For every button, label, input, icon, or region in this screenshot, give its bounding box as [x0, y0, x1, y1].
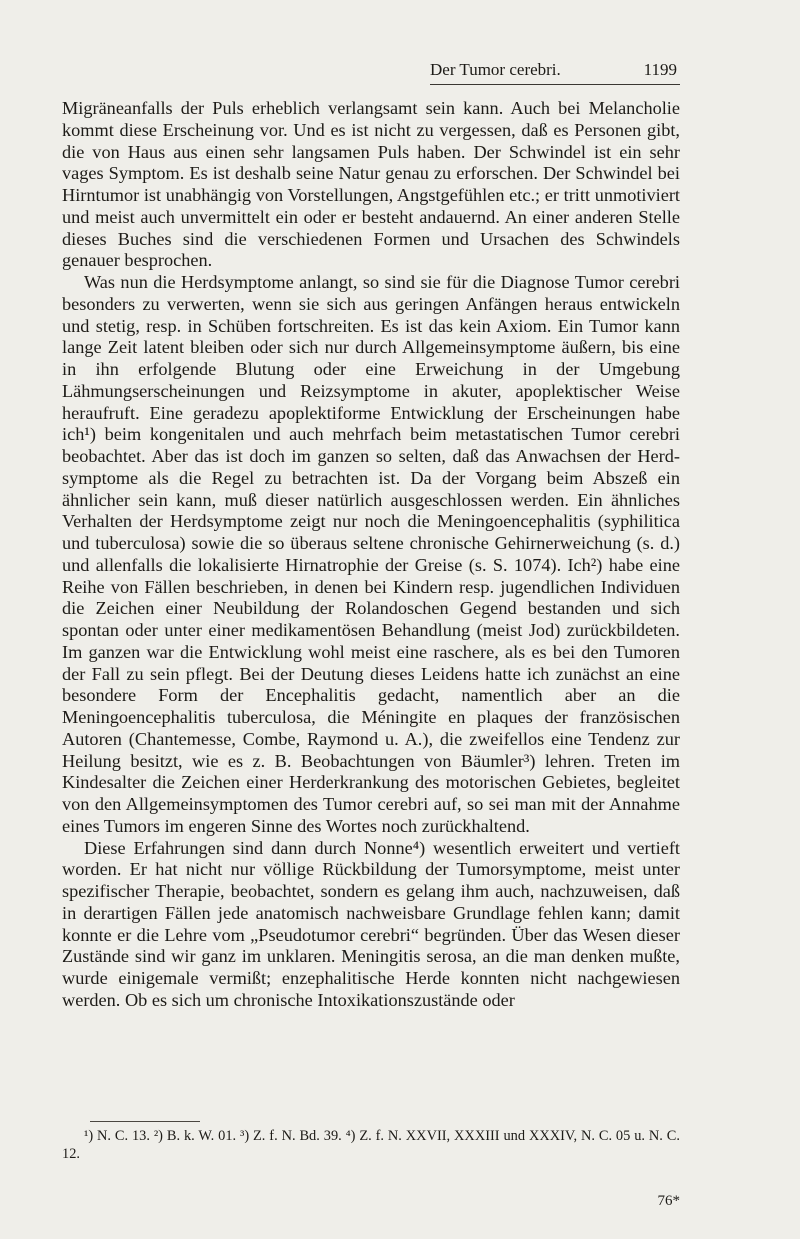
running-title: Der Tumor cerebri. [430, 60, 561, 79]
footnote-rule [90, 1121, 200, 1122]
paragraph-3: Diese Erfahrungen sind dann durch Nonne⁴) wesentlich erweitert und vertieft worden. Er hat nicht nur völlige Rückbildung der Tumorsymptome, meist unter spezifischer Therapie, beobachtet, sondern es gelang ihm auch, nachzuweisen, daß in derartigen Fällen jede anatomisch nachweisbare Grundlage fehlen kann; damit konnte er die Lehre vom „Pseudotumor cerebri“ begründen. Über das Wesen dieser Zustände sind wir ganz im unklaren. Meningitis serosa, an die man denken mußte, wurde einigemale vermißt; enzephalitische Herde konnten nicht nachgewiesen werden. Ob es sich um chronische Intoxikationszustände oder [62, 837, 680, 1010]
page-header [0, 54, 800, 88]
body-text [62, 98, 680, 1012]
page-number: 1199 [643, 60, 677, 79]
paragraph-1: Migräneanfalls der Puls erheblich verlangsamt sein kann. Auch bei Melancholie kommt diese Erscheinung vor. Und es ist nicht zu vergessen, daß es Personen gibt, die von Haus aus einen sehr langsamen Puls haben. Der Schwindel ist ein sehr vages Symptom. Es ist deshalb seine Natur genau zu erforschen. Der Schwindel bei Hirntumor ist unabhängig von Vorstellungen, Angstgefühlen etc.; er tritt unmotiviert und meist auch unvermittelt ein oder er besteht andauernd. An einer anderen Stelle dieses Buches sind die verschiedenen Formen und Ursachen des Schwindels genauer besprochen. [62, 98, 680, 271]
paragraph-2: Was nun die Herdsymptome anlangt, so sind sie für die Diagnose Tumor cerebri besonders zu verwerten, wenn sie sich aus geringen Anfängen heraus entwickeln und stetig, resp. in Schüben fortschreiten. Es ist das kein Axiom. Ein Tumor kann lange Zeit latent bleiben oder sich nur durch Allgemeinsymptome äußern, bis eine in ihn erfolgende Blutung oder eine Erweichung in der Umgebung Lähmungserscheinungen und Reizsymptome in akuter, apoplektischer Weise heraufruft. Eine geradezu apoplektiforme Entwicklung der Erscheinungen habe ich¹) beim kongenitalen und auch mehrfach beim metastatischen Tumor cerebri beobachtet. Aber das ist doch im ganzen so selten, daß das Anwachsen der Herdsymptome als die Regel zu betrachten ist. Da der Vorgang beim Abszeß ein ähnlicher sein kann, muß dieser natürlich ausgeschlossen werden. Ein ähnliches Verhalten der Herdsymptome zeigt nur noch die Meningoencephalitis (syphilitica und tuberculosa) sowie die so überaus seltene chronische Gehirnerweichung (s. d.) und allenfalls die lokalisierte Hirnatrophie der Greise (s. S. 1074). Ich²) habe eine Reihe von Fällen beschrieben, in denen bei Kindern resp. jugendlichen Individuen die Zeichen einer Neubildung der Rolandoschen Gegend bestanden und sich spontan oder unter einer medikamentösen Behandlung (meist Jod) zurückbildeten. Im ganzen war die Entwicklung wohl meist eine raschere, als es bei den Tumoren der Fall zu sein pflegt. Bei der Deutung dieses Leidens hatte ich zunächst an eine besondere Form der Encephalitis gedacht, namentlich aber an die Meningoencephalitis tuberculosa, die Méningite en plaques der französischen Autoren (Chantemesse, Combe, Raymond u. A.), die zweifellos eine Tendenz zur Heilung besitzt, wie es z. B. Beobachtungen von Bäumler³) lehren. Treten im Kindesalter die Zeichen einer Herderkrankung des motorischen Gebietes, begleitet von den Allgemeinsymptomen des Tumor cerebri auf, so sei man mit der Annahme eines Tumors im engeren Sinne des Wortes noch zurückhaltend. [62, 272, 680, 836]
footnotes: ¹) N. C. 13. ²) B. k. W. 01. ³) Z. f. N. Bd. 39. ⁴) Z. f. N. XXVII, XXXIII und XXXIV, N. C. 05 u. N. C. 12. [62, 1128, 680, 1162]
sheet-signature: 76* [657, 1193, 680, 1209]
header-rule [430, 84, 680, 85]
